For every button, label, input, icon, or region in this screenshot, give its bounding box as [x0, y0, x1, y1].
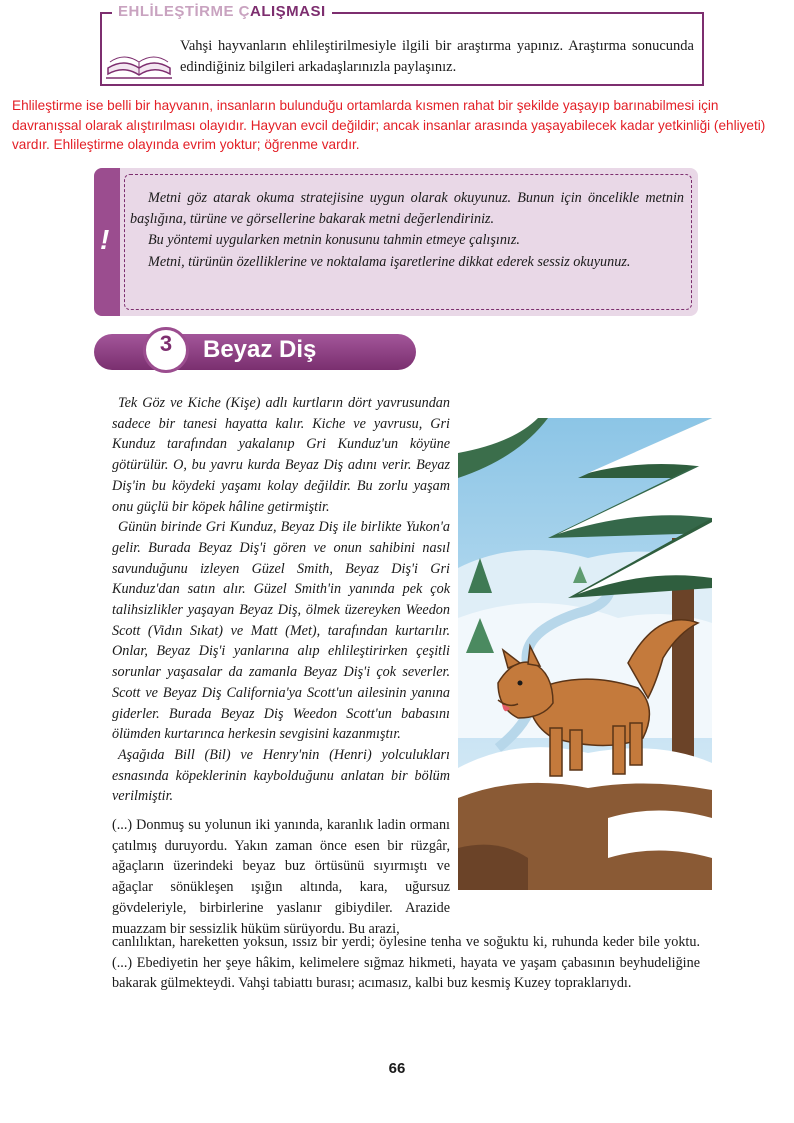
- note-paragraph: Metni göz atarak okuma stratejisine uygun olarak okuyunuz. Bunun için öncelikle metnin başlığına, türüne ve görsellerine bakarak metni değerlendiriniz.: [130, 190, 684, 228]
- handwritten-answer: Ehlileştirme ise belli bir hayvanın, insanların bulunduğu ortamlarda kısmen rahat bir şekilde yaşayıp barınabilmesi için davranışsal olarak alıştırılması olayıdır. Hayvan evcil değildir; ancak insanlar arasında yaşayabilecek kadar yetkinliği (ehliyeti) vardır. Ehlileştirme olayında evrim yoktur; öğrenme vardır.: [12, 98, 766, 152]
- page-number: 66: [388, 1060, 406, 1077]
- note-paragraph: Metni, türünün özelliklerine ve noktalama işaretlerine dikkat ederek sessiz okuyunuz.: [148, 253, 631, 270]
- open-book-icon: [104, 38, 174, 82]
- excerpt-paragraph: (...) Donmuş su yolunun iki yanında, karanlık ladin ormanı çatılmış duruyordu. Yakın zaman önce esen bir rüzgâr, ağaçların üzerindeki beyaz buz örtüsünü sıyırmıştı ve ağaçlar sönükleşen ışığın altında, kara, uğursuz gövdeleriyle, birbirlerine yaslanır gibiydiler. Arazide muazzam bir sessizlik hüküm sürüyordu. Bu arazi,: [112, 817, 450, 937]
- summary-paragraph: Aşağıda Bill (Bil) ve Henry'nin (Henri) yolculukları esnasında köpeklerinin kaybolduğunu anlatan bir bölüm verilmiştir.: [112, 746, 450, 805]
- note-text: [130, 188, 684, 273]
- summary-paragraph: Günün birinde Gri Kunduz, Beyaz Diş ile birlikte Yukon'a gelir. Burada Beyaz Diş'i gören ve onun sahibini nasıl savunduğunu izleyen Güzel Smith, Beyaz Diş'i Gri Kunduz'dan satın alır. Güzel Smith'in yanında pek çok talihsizlikler yaşayan Beyaz Diş, ölmek üzereyken Weedon Scott (Vidın Sıkat) ve Matt (Met), tarafından kurtarılır. Onlar, Beyaz Diş'i yanlarına alıp ehlileştirirken çeşitli sorunlar yaşasalar da zamanla Beyaz Diş'i çok severler. Scott ve Beyaz Diş California'ya Scott'un ailesinin yanına giderler. Burada Beyaz Diş Weedon Scott'un babasını ölümden kurtarınca herkesin sevgisini kazanmıştır.: [112, 519, 450, 743]
- section-number: 3: [159, 331, 173, 356]
- note-paragraph: Bu yöntemi uygularken metnin konusunu tahmin etmeye çalışınız.: [148, 232, 520, 249]
- research-title: [112, 3, 332, 20]
- research-title-faded: EHLİLEŞTİRME Ç: [118, 3, 251, 20]
- research-title-visible: ALIŞMASI: [250, 3, 326, 20]
- research-instructions: Vahşi hayvanların ehlileştirilmesiyle ilgili bir araştırma yapınız. Araştırma sonucunda edindiğiniz bilgileri arkadaşlarınızla paylaşınız.: [180, 38, 694, 75]
- section-title: Beyaz Diş: [203, 336, 317, 363]
- white-fang-illustration: [458, 418, 712, 890]
- summary-paragraph: Tek Göz ve Kiche (Kişe) adlı kurtların dört yavrusundan sadece bir tanesi hayatta kalır. Kiche ve yavrusu, Gri Kunduz tarafından yakalanıp Gri Kunduz'un köyüne götürülür. O, bu yavru kurda Beyaz Diş adını verir. Beyaz Diş'in bu köydeki yaşamı kolay değildir. Bu zorlu yaşam onu güçlü bir köpek hâline getirmiştir.: [112, 395, 450, 515]
- exclamation-icon: !: [100, 224, 110, 255]
- story-summary: [112, 393, 450, 807]
- excerpt-continuation: canlılıktan, hareketten yoksun, ıssız bir yerdi; öylesine tenha ve soğuktu ki, ruhunda keder bile yoktu. (...) Ebediyetin her şeye hâkim, kelimelere sığmaz hikmeti, hayata ve yaşam çabasının beyhudeliğine bakarak gülmekteydi. Vahşi tabiattı burası; acımasız, kalbi buz kesmiş Kuzey topraklarıydı.: [112, 934, 700, 992]
